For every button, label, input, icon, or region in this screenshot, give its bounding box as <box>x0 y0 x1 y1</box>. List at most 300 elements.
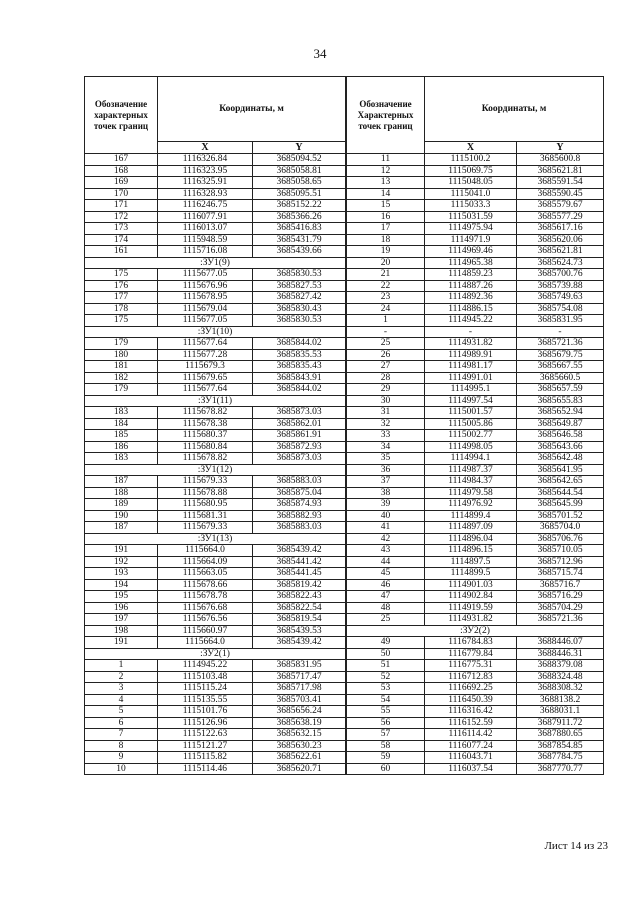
y-cell: 3685649.87 <box>517 418 604 430</box>
x-cell: 1116246.75 <box>158 200 253 212</box>
table-row <box>85 660 346 672</box>
x-cell: 1115678.38 <box>158 418 253 430</box>
x-cell: 1114989.91 <box>425 349 517 361</box>
table-row <box>85 200 346 212</box>
y-cell: 3685844.02 <box>253 384 346 396</box>
y-cell: 3685652.94 <box>517 407 604 419</box>
y-cell: 3685577.29 <box>517 211 604 223</box>
x-cell: 1115678.82 <box>158 407 253 419</box>
x-cell: 1116712.83 <box>425 671 517 683</box>
table-row <box>347 579 604 591</box>
table-row <box>85 384 346 396</box>
point-cell: 50 <box>347 648 425 660</box>
table-row <box>347 464 604 476</box>
table-row <box>347 292 604 304</box>
point-cell: 27 <box>347 361 425 373</box>
point-cell: 12 <box>347 165 425 177</box>
y-cell: 3685366.26 <box>253 211 346 223</box>
point-cell: 49 <box>347 637 425 649</box>
y-cell: 3685874.93 <box>253 499 346 511</box>
table-row <box>347 257 604 269</box>
x-cell: 1115033.3 <box>425 200 517 212</box>
point-cell: 39 <box>347 499 425 511</box>
point-cell: 172 <box>85 211 158 223</box>
x-cell: 1116328.93 <box>158 188 253 200</box>
y-cell: 3685624.73 <box>517 257 604 269</box>
x-cell: 1114976.92 <box>425 499 517 511</box>
point-cell: 9 <box>85 752 158 764</box>
point-cell: 191 <box>85 637 158 649</box>
table-row <box>85 545 346 557</box>
point-cell: 37 <box>347 476 425 488</box>
table-row <box>85 476 346 488</box>
section-row <box>85 648 346 660</box>
table-row <box>85 165 346 177</box>
x-cell: 1116779.84 <box>425 648 517 660</box>
table-row <box>85 683 346 695</box>
point-cell: 183 <box>85 407 158 419</box>
y-cell: 3687770.77 <box>517 763 604 775</box>
point-cell: 188 <box>85 487 158 499</box>
x-cell: 1115678.88 <box>158 487 253 499</box>
y-cell: 3685679.75 <box>517 349 604 361</box>
x-cell: 1115048.05 <box>425 177 517 189</box>
table-row <box>85 441 346 453</box>
table-row <box>347 591 604 603</box>
x-cell: 1116325.91 <box>158 177 253 189</box>
table-row <box>347 407 604 419</box>
table-row <box>85 740 346 752</box>
y-cell: 3688446.31 <box>517 648 604 660</box>
x-cell: 1114981.17 <box>425 361 517 373</box>
x-cell: 1114998.05 <box>425 441 517 453</box>
table-row <box>347 694 604 706</box>
y-cell: 3685439.42 <box>253 637 346 649</box>
table-row <box>85 246 346 258</box>
point-cell: 5 <box>85 706 158 718</box>
y-cell: 3685600.8 <box>517 154 604 166</box>
table-row <box>347 269 604 281</box>
x-cell: 1114984.37 <box>425 476 517 488</box>
y-cell: 3685830.53 <box>253 315 346 327</box>
y-cell: 3685749.63 <box>517 292 604 304</box>
y-cell: 3685632.15 <box>253 729 346 741</box>
section-label: :ЗУ2(1) <box>85 648 346 660</box>
table-row <box>347 637 604 649</box>
point-cell: 187 <box>85 522 158 534</box>
sheet-number: Лист 14 из 23 <box>544 840 608 852</box>
point-cell: 21 <box>347 269 425 281</box>
x-column-header: X <box>425 142 517 154</box>
point-cell: 184 <box>85 418 158 430</box>
point-cell: 10 <box>85 763 158 775</box>
x-cell: 1115678.66 <box>158 579 253 591</box>
point-cell: 25 <box>347 614 425 626</box>
y-cell: 3688138.2 <box>517 694 604 706</box>
x-cell: 1114896.04 <box>425 533 517 545</box>
point-cell: 183 <box>85 453 158 465</box>
point-cell: 18 <box>347 234 425 246</box>
table-row <box>347 683 604 695</box>
table-row <box>85 223 346 235</box>
x-cell: 1116775.31 <box>425 660 517 672</box>
table-row <box>347 568 604 580</box>
section-row <box>85 395 346 407</box>
point-column-header: Обозначение характерных точек границ <box>85 77 158 154</box>
y-cell: 3685875.04 <box>253 487 346 499</box>
table-row <box>85 280 346 292</box>
x-cell: 1115114.46 <box>158 763 253 775</box>
section-row <box>85 257 346 269</box>
point-cell: 17 <box>347 223 425 235</box>
table-row <box>347 223 604 235</box>
table-row <box>85 372 346 384</box>
x-cell: 1115679.3 <box>158 361 253 373</box>
x-cell: 1116784.83 <box>425 637 517 649</box>
x-cell: 1114887.26 <box>425 280 517 292</box>
x-cell: 1114994.1 <box>425 453 517 465</box>
table-row <box>347 706 604 718</box>
table-row <box>347 533 604 545</box>
x-cell: 1115115.24 <box>158 683 253 695</box>
point-cell: 176 <box>85 280 158 292</box>
table-row <box>347 280 604 292</box>
y-column-header: Y <box>253 142 346 154</box>
y-cell: 3687880.65 <box>517 729 604 741</box>
x-cell: 1115005.86 <box>425 418 517 430</box>
point-cell: 192 <box>85 556 158 568</box>
point-cell: 1 <box>347 315 425 327</box>
table-row <box>85 418 346 430</box>
y-cell: 3685861.91 <box>253 430 346 442</box>
table-row <box>347 441 604 453</box>
y-cell: 3685656.24 <box>253 706 346 718</box>
y-cell: 3685621.81 <box>517 165 604 177</box>
table-row <box>85 763 346 775</box>
y-cell: 3685644.54 <box>517 487 604 499</box>
x-cell: 1114897.09 <box>425 522 517 534</box>
table-row <box>347 648 604 660</box>
table-row <box>85 315 346 327</box>
y-cell: 3685638.19 <box>253 717 346 729</box>
x-cell: 1115663.05 <box>158 568 253 580</box>
table-row <box>85 625 346 637</box>
coordinates-table-right <box>346 76 604 775</box>
table-row <box>85 591 346 603</box>
x-cell: 1116326.84 <box>158 154 253 166</box>
y-cell: 3685620.71 <box>253 763 346 775</box>
x-cell: 1114901.03 <box>425 579 517 591</box>
point-cell: 19 <box>347 246 425 258</box>
point-cell: 40 <box>347 510 425 522</box>
y-cell: 3685830.43 <box>253 303 346 315</box>
x-cell: 1115122.63 <box>158 729 253 741</box>
point-cell: 170 <box>85 188 158 200</box>
table-row <box>347 188 604 200</box>
x-cell: 1115948.59 <box>158 234 253 246</box>
x-cell: 1114997.54 <box>425 395 517 407</box>
y-cell: 3685643.66 <box>517 441 604 453</box>
point-cell: 52 <box>347 671 425 683</box>
x-cell: 1115100.2 <box>425 154 517 166</box>
y-cell: 3685717.47 <box>253 671 346 683</box>
table-row <box>347 671 604 683</box>
table-row <box>85 614 346 626</box>
y-cell: 3685431.79 <box>253 234 346 246</box>
point-cell: 11 <box>347 154 425 166</box>
y-cell: 3685712.96 <box>517 556 604 568</box>
point-cell: 46 <box>347 579 425 591</box>
y-cell: 3685591.54 <box>517 177 604 189</box>
point-cell: 1 <box>85 660 158 672</box>
point-cell: 16 <box>347 211 425 223</box>
point-cell: 36 <box>347 464 425 476</box>
x-cell: 1115002.77 <box>425 430 517 442</box>
x-cell: 1116077.24 <box>425 740 517 752</box>
y-cell: 3685095.51 <box>253 188 346 200</box>
point-cell: 57 <box>347 729 425 741</box>
page-number: 34 <box>313 46 327 61</box>
point-cell: 179 <box>85 338 158 350</box>
table-row <box>85 269 346 281</box>
point-cell: 25 <box>347 338 425 350</box>
point-cell: 193 <box>85 568 158 580</box>
coordinates-header: Координаты, м <box>158 77 346 142</box>
point-cell: 175 <box>85 315 158 327</box>
y-cell: 3687911.72 <box>517 717 604 729</box>
point-cell: 169 <box>85 177 158 189</box>
point-cell: 22 <box>347 280 425 292</box>
x-cell: 1115676.68 <box>158 602 253 614</box>
table-row <box>85 522 346 534</box>
x-cell: 1114902.84 <box>425 591 517 603</box>
point-cell: 175 <box>85 269 158 281</box>
y-cell: 3685700.76 <box>517 269 604 281</box>
point-cell: 186 <box>85 441 158 453</box>
point-cell: 3 <box>85 683 158 695</box>
y-cell: 3685704.0 <box>517 522 604 534</box>
point-cell: 34 <box>347 441 425 453</box>
point-cell: 167 <box>85 154 158 166</box>
y-cell: 3685657.59 <box>517 384 604 396</box>
point-cell: 179 <box>85 384 158 396</box>
point-cell: 178 <box>85 303 158 315</box>
table-row <box>347 556 604 568</box>
x-cell: 1115677.05 <box>158 315 253 327</box>
x-cell: 1116037.54 <box>425 763 517 775</box>
point-cell: 54 <box>347 694 425 706</box>
y-cell: 3685622.61 <box>253 752 346 764</box>
coordinates-table-left <box>84 76 346 775</box>
point-cell: 4 <box>85 694 158 706</box>
point-cell: 6 <box>85 717 158 729</box>
y-cell: 3685704.29 <box>517 602 604 614</box>
point-cell: 35 <box>347 453 425 465</box>
y-cell: 3685715.74 <box>517 568 604 580</box>
x-cell: 1116692.25 <box>425 683 517 695</box>
table-row <box>85 349 346 361</box>
table-row <box>347 510 604 522</box>
x-cell: 1115103.48 <box>158 671 253 683</box>
x-cell: 1115069.75 <box>425 165 517 177</box>
point-cell: 8 <box>85 740 158 752</box>
x-cell: 1115677.28 <box>158 349 253 361</box>
x-cell: 1115679.04 <box>158 303 253 315</box>
x-cell: 1116013.07 <box>158 223 253 235</box>
table-row <box>85 487 346 499</box>
x-cell: 1114971.9 <box>425 234 517 246</box>
x-cell: 1115679.33 <box>158 476 253 488</box>
table-row <box>85 602 346 614</box>
y-cell: 3685831.95 <box>517 315 604 327</box>
point-cell: 32 <box>347 418 425 430</box>
table-row <box>347 303 604 315</box>
section-label: :ЗУ1(10) <box>85 326 346 338</box>
y-cell: 3688308.32 <box>517 683 604 695</box>
table-row <box>85 671 346 683</box>
x-cell: 1114945.22 <box>425 315 517 327</box>
table-row <box>347 740 604 752</box>
point-column-header: Обозначение Характерных точек границ <box>347 77 425 154</box>
point-cell: 181 <box>85 361 158 373</box>
x-cell: 1115041.0 <box>425 188 517 200</box>
table-row <box>85 510 346 522</box>
table-row <box>85 154 346 166</box>
y-cell: 3685152.22 <box>253 200 346 212</box>
y-cell: 3685739.88 <box>517 280 604 292</box>
x-cell: 1115679.33 <box>158 522 253 534</box>
y-cell: 3685835.43 <box>253 361 346 373</box>
table-row <box>347 372 604 384</box>
x-cell: 1115716.08 <box>158 246 253 258</box>
point-cell: 7 <box>85 729 158 741</box>
table-row <box>347 752 604 764</box>
x-cell: 1115680.37 <box>158 430 253 442</box>
point-cell: 60 <box>347 763 425 775</box>
point-cell: 177 <box>85 292 158 304</box>
y-cell: 3685630.23 <box>253 740 346 752</box>
x-cell: 1114969.46 <box>425 246 517 258</box>
y-cell: 3685831.95 <box>253 660 346 672</box>
table-row <box>347 349 604 361</box>
x-cell: 1115115.82 <box>158 752 253 764</box>
x-cell: 1116323.95 <box>158 165 253 177</box>
section-label: :ЗУ1(13) <box>85 533 346 545</box>
table-row <box>347 165 604 177</box>
x-cell: 1115031.59 <box>425 211 517 223</box>
y-cell: 3685617.16 <box>517 223 604 235</box>
table-row <box>85 694 346 706</box>
y-cell: 3685819.54 <box>253 614 346 626</box>
point-cell: 197 <box>85 614 158 626</box>
table-row <box>85 579 346 591</box>
coordinates-header: Координаты, м <box>425 77 604 142</box>
table-row <box>347 614 604 626</box>
table-row <box>85 717 346 729</box>
point-cell: 26 <box>347 349 425 361</box>
table-row <box>85 453 346 465</box>
x-cell: 1114897.5 <box>425 556 517 568</box>
point-cell: 180 <box>85 349 158 361</box>
x-cell: 1116114.42 <box>425 729 517 741</box>
y-cell: 3685716.29 <box>517 591 604 603</box>
x-cell: 1115678.78 <box>158 591 253 603</box>
table-row <box>347 361 604 373</box>
table-row <box>85 188 346 200</box>
point-cell: 13 <box>347 177 425 189</box>
table-row <box>347 522 604 534</box>
table-row <box>347 660 604 672</box>
x-cell: 1114892.36 <box>425 292 517 304</box>
table-row <box>347 315 604 327</box>
section-row <box>347 625 604 637</box>
x-cell: 1115681.31 <box>158 510 253 522</box>
table-row <box>347 602 604 614</box>
x-cell: 1114995.1 <box>425 384 517 396</box>
table-row <box>85 556 346 568</box>
point-cell: - <box>347 326 425 338</box>
x-cell: 1115135.55 <box>158 694 253 706</box>
y-cell: 3685827.42 <box>253 292 346 304</box>
table-body <box>85 154 346 775</box>
point-cell: 38 <box>347 487 425 499</box>
y-cell: 3685721.36 <box>517 338 604 350</box>
x-cell: 1115677.05 <box>158 269 253 281</box>
x-cell: 1115101.76 <box>158 706 253 718</box>
table-row <box>85 499 346 511</box>
y-cell: 3688324.48 <box>517 671 604 683</box>
y-cell: 3685872.93 <box>253 441 346 453</box>
table-row <box>85 211 346 223</box>
point-cell: 196 <box>85 602 158 614</box>
y-cell: 3685883.03 <box>253 522 346 534</box>
table-row <box>85 338 346 350</box>
table-row <box>347 154 604 166</box>
table-row <box>85 177 346 189</box>
point-cell: 2 <box>85 671 158 683</box>
point-cell: 171 <box>85 200 158 212</box>
y-cell: 3687784.75 <box>517 752 604 764</box>
y-cell: 3685844.02 <box>253 338 346 350</box>
x-cell: 1114965.38 <box>425 257 517 269</box>
y-cell: 3685667.55 <box>517 361 604 373</box>
point-cell: 45 <box>347 568 425 580</box>
y-cell: 3685701.52 <box>517 510 604 522</box>
point-cell: 194 <box>85 579 158 591</box>
table-row <box>347 177 604 189</box>
point-cell: 190 <box>85 510 158 522</box>
point-cell: 14 <box>347 188 425 200</box>
table-row <box>347 338 604 350</box>
table-row <box>347 476 604 488</box>
y-cell: 3685620.06 <box>517 234 604 246</box>
point-cell: 24 <box>347 303 425 315</box>
y-cell: 3685706.76 <box>517 533 604 545</box>
y-cell: 3685441.42 <box>253 556 346 568</box>
section-row <box>85 326 346 338</box>
point-cell: 58 <box>347 740 425 752</box>
y-cell: 3685827.53 <box>253 280 346 292</box>
y-cell: 3687854.85 <box>517 740 604 752</box>
point-cell: 168 <box>85 165 158 177</box>
y-cell: 3685873.03 <box>253 407 346 419</box>
point-cell: 51 <box>347 660 425 672</box>
table-row <box>347 246 604 258</box>
point-cell: 42 <box>347 533 425 545</box>
table-row <box>347 487 604 499</box>
point-cell: 187 <box>85 476 158 488</box>
x-column-header: X <box>158 142 253 154</box>
